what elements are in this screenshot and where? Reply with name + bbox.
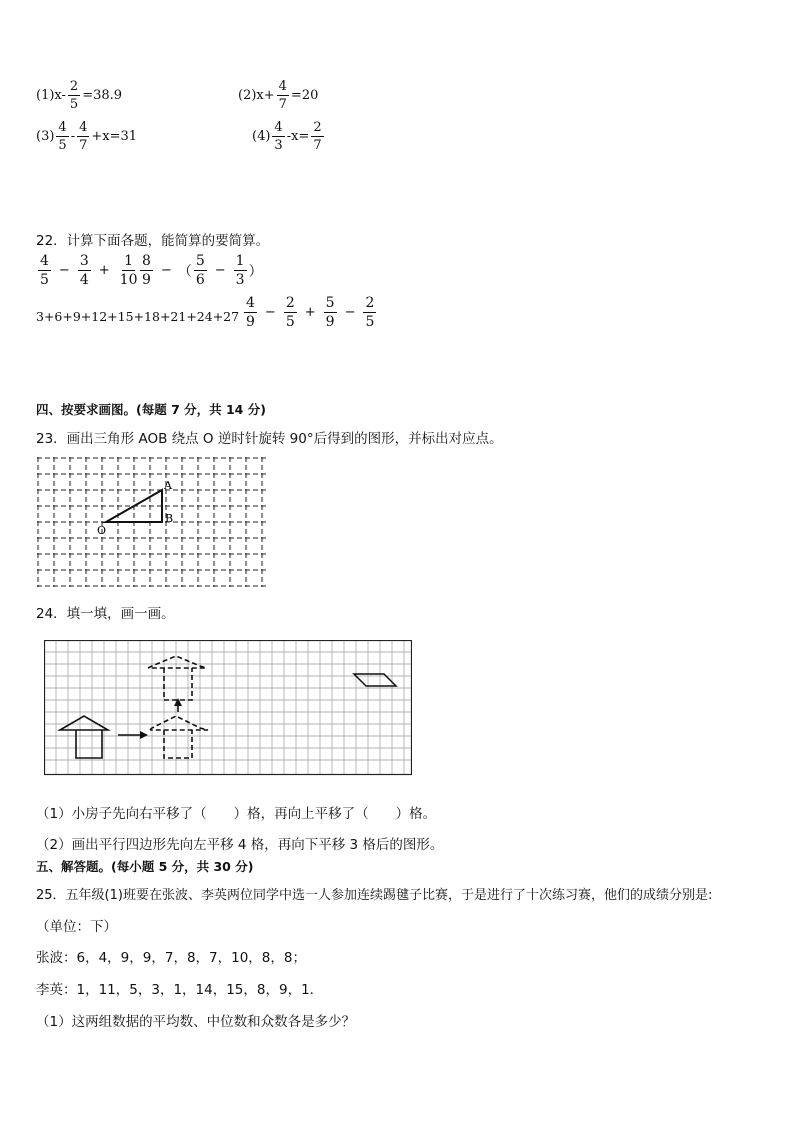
denominator: 9	[325, 314, 335, 330]
numerator: 4	[58, 120, 67, 135]
numerator: 2	[365, 295, 375, 311]
fraction	[78, 254, 91, 287]
paren-left: （	[177, 263, 192, 280]
rotation-grid	[36, 456, 268, 588]
question-24-sub2: （2）画出平行四边形先向左平移 4 格，再向下平移 3 格后的图形。	[36, 837, 444, 853]
operator: +	[98, 263, 110, 278]
fraction	[363, 296, 376, 329]
fraction	[324, 296, 337, 329]
operator: −	[214, 263, 226, 278]
numerator: 1	[124, 253, 134, 269]
grid-border	[45, 641, 412, 775]
grid-lines	[44, 640, 411, 775]
operator: −	[344, 305, 356, 320]
fraction	[77, 121, 89, 152]
numerator: 2	[69, 79, 79, 94]
denominator: 5	[40, 272, 49, 288]
point-a-label: A	[164, 479, 172, 492]
numerator: 1	[235, 253, 245, 269]
numerator: 5	[325, 295, 335, 311]
denominator: 4	[79, 272, 89, 288]
question-23-title: 23．画出三角形 AOB 绕点 O 逆时针旋转 90°后得到的图形，并标出对应点。	[36, 431, 503, 447]
section-5-heading: 五、解答题。(每小题 5 分，共 30 分)	[36, 859, 254, 874]
translated-house-up	[148, 656, 206, 700]
point-o-label: O	[97, 524, 107, 537]
numerator: 2	[285, 295, 295, 311]
fraction	[277, 80, 289, 111]
point-b-label: B	[165, 512, 174, 525]
numerator: 2	[313, 120, 322, 135]
fraction	[272, 121, 284, 152]
operator: +	[304, 305, 316, 320]
equation-label: (2)x+	[238, 88, 275, 103]
question-25-title: 25．五年级(1)班要在张波、李英两位同学中选一人参加连续踢毽子比赛，于是进行了十次练习赛，他们的成绩分别是:	[36, 888, 713, 903]
equation-3	[36, 121, 137, 152]
numerator: 4	[274, 120, 283, 135]
denominator: 5	[69, 97, 79, 112]
fraction	[56, 121, 68, 152]
fraction	[118, 254, 140, 287]
translation-grid	[44, 640, 412, 776]
operator: −	[264, 305, 276, 320]
equation-tail: =20	[290, 88, 319, 103]
expression-22d	[242, 296, 378, 329]
question-25-sub1: （1）这两组数据的平均数、中位数和众数各是多少？	[36, 1014, 356, 1030]
denominator: 9	[246, 314, 255, 330]
fraction	[284, 296, 297, 329]
denominator: 5	[285, 314, 295, 330]
question-24-title: 24．填一填，画一画。	[36, 606, 175, 622]
paren-right: ）	[248, 263, 263, 280]
numerator: 4	[79, 120, 88, 135]
equation-label: (3)	[36, 129, 55, 144]
fraction	[68, 80, 80, 111]
numerator: 4	[246, 295, 255, 311]
fraction	[140, 254, 153, 287]
fraction	[38, 254, 51, 287]
denominator: 7	[278, 97, 287, 112]
fraction	[194, 254, 207, 287]
question-24-sub1: （1）小房子先向右平移了（ ）格，再向上平移了（ ）格。	[36, 806, 437, 822]
operator: −	[160, 263, 172, 278]
equation-tail: +x=31	[91, 129, 138, 144]
expression-22c: 3+6+9+12+15+18+21+24+27	[36, 309, 240, 324]
numerator: 8	[142, 253, 151, 269]
fraction	[244, 296, 257, 329]
question-25-unit: （单位：下）	[36, 919, 117, 935]
denominator: 3	[274, 138, 283, 153]
section-4-heading: 四、按要求画图。(每题 7 分，共 14 分)	[36, 402, 266, 417]
fraction	[311, 121, 323, 152]
denominator: 10	[119, 272, 138, 288]
equation-tail: =38.9	[82, 88, 123, 103]
question-22-title: 22．计算下面各题，能简算的要简算。	[36, 233, 270, 249]
denominator: 5	[365, 314, 375, 330]
expression-22b	[138, 254, 263, 287]
denominator: 7	[313, 138, 322, 153]
original-house	[60, 716, 108, 758]
denominator: 9	[142, 272, 151, 288]
denominator: 6	[195, 272, 205, 288]
operator: -x=	[286, 129, 310, 144]
translated-house-right	[150, 716, 208, 758]
numerator: 3	[79, 253, 89, 269]
denominator: 3	[235, 272, 245, 288]
fraction	[234, 254, 247, 287]
numerator: 4	[40, 253, 49, 269]
equation-4	[252, 121, 326, 152]
liying-scores: 李英：1，11，5，3，1，14，15，8，9，1．	[36, 982, 324, 998]
expression-22a	[36, 254, 141, 287]
operator: -	[70, 129, 76, 144]
equation-1	[36, 80, 122, 111]
numerator: 4	[278, 79, 287, 94]
denominator: 7	[79, 138, 88, 153]
numerator: 5	[195, 253, 205, 269]
zhangbo-scores: 张波：6，4，9，9，7，8，7，10，8，8；	[36, 950, 306, 966]
arrow-right-icon	[140, 731, 148, 739]
equation-2	[238, 80, 318, 111]
denominator: 5	[58, 138, 67, 153]
equation-label: (1)x-	[36, 88, 66, 103]
operator: −	[58, 263, 70, 278]
equation-label: (4)	[252, 129, 271, 144]
